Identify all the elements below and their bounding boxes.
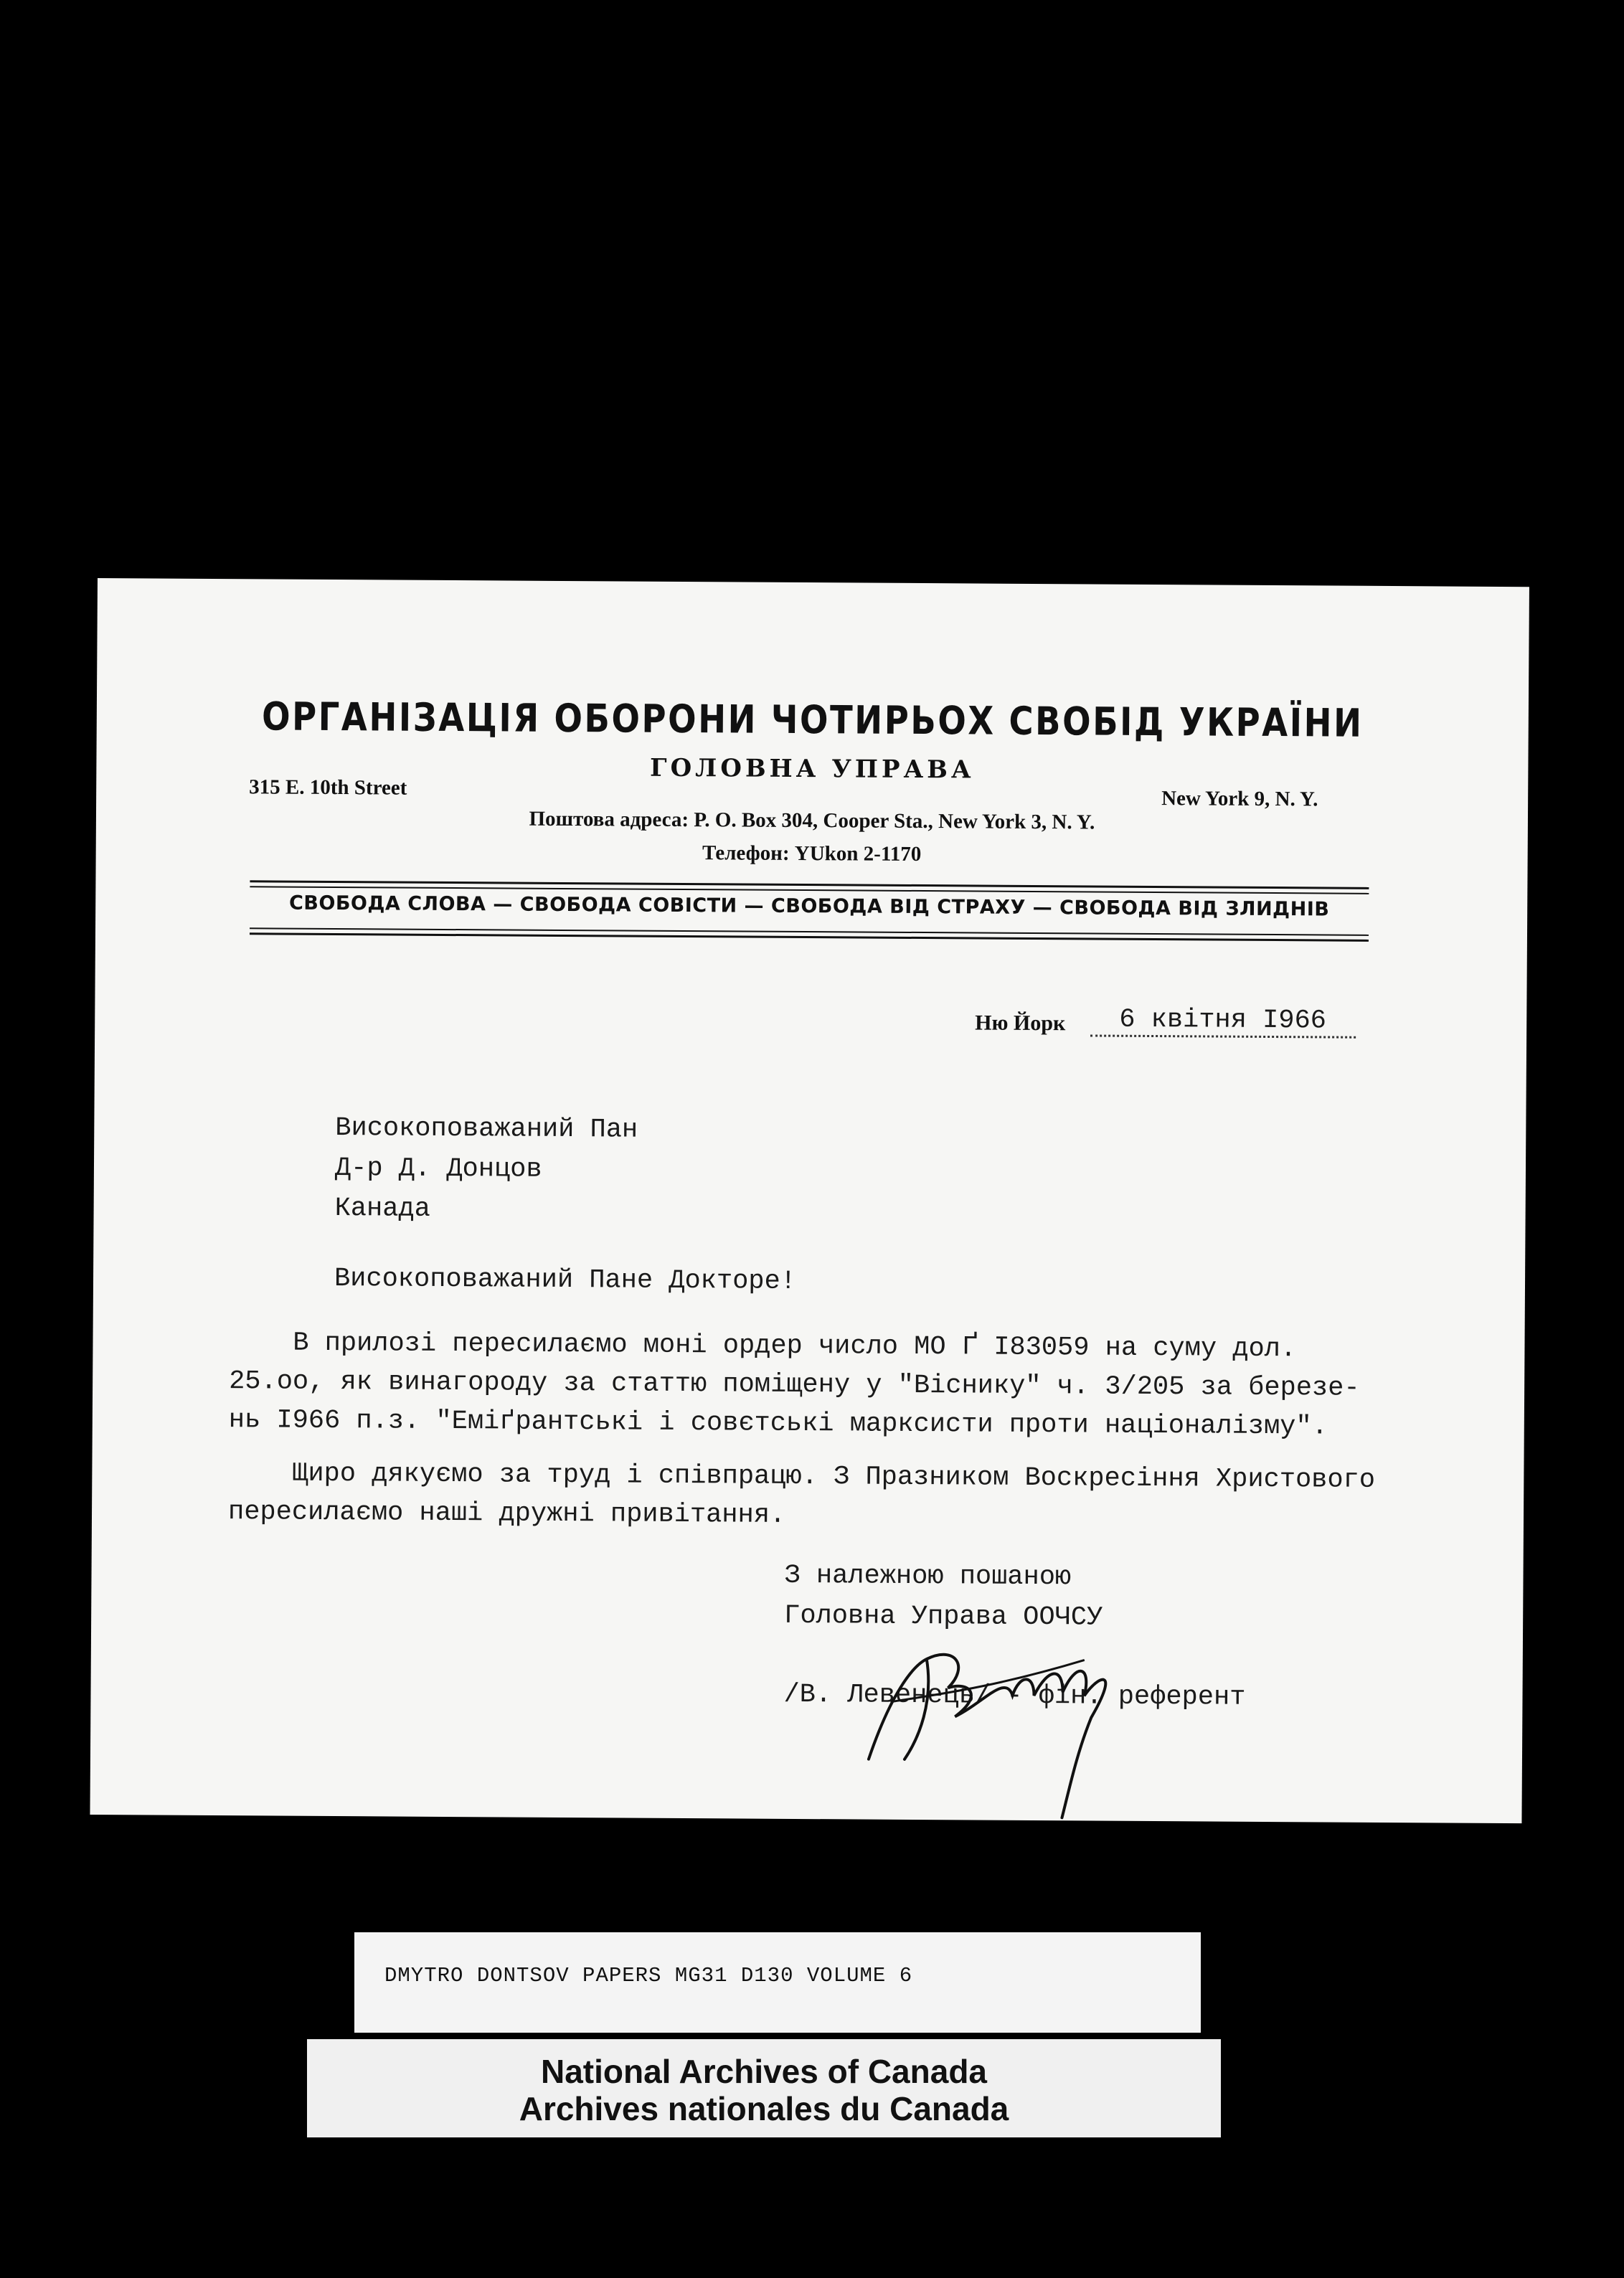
department-name: ГОЛОВНА УПРАВА — [649, 753, 975, 785]
closing-line-3: /В. Левенець/ - фін. референт — [783, 1679, 1246, 1713]
phone-number: Телефон: YUkon 2-1170 — [702, 841, 922, 866]
body-paragraph-2-line-2: пересилаємо наші дружні привітання. — [227, 1497, 786, 1531]
body-paragraph-1-line-2: 25.оо, як винагороду за статтю поміщену у "Віснику" ч. 3/205 за березе- — [229, 1366, 1360, 1404]
city-address: New York 9, N. Y. — [1161, 787, 1318, 811]
body-paragraph-1-line-3: нь I966 п.з. "Еміґрантські і совєтські марксисти проти націоналізму". — [228, 1405, 1328, 1442]
letter-page — [90, 578, 1529, 1823]
archive-stamp-english: National Archives of Canada — [540, 2053, 987, 2090]
closing-line-1: З належною пошаною — [784, 1560, 1072, 1593]
recipient-line-1: Високоповажаний Пан — [335, 1113, 638, 1145]
date-label: Ню Йорк — [975, 1011, 1066, 1036]
street-address: 315 E. 10th Street — [249, 775, 407, 800]
archive-volume-label — [354, 1932, 1201, 2033]
archive-volume-text: DMYTRO DONTSOV PAPERS MG31 D130 VOLUME 6 — [384, 1964, 913, 1988]
body-paragraph-2-line-1: Щиро дякуємо за труд і співпрацю. З Празником Воскресіння Христового — [228, 1458, 1376, 1495]
postal-address: Поштова адреса: P. O. Box 304, Cooper Sta., New York 3, N. Y. — [529, 807, 1095, 834]
archive-stamp-french: Archives nationales du Canada — [519, 2090, 1009, 2127]
closing-line-2: Головна Управа ООЧСУ — [784, 1600, 1103, 1633]
handwritten-signature — [846, 1615, 1149, 1833]
archive-stamp — [307, 2039, 1221, 2137]
body-paragraph-1-line-1: В прилозі пересилаємо моні ордер число МО Ґ I83059 на суму дол. — [229, 1328, 1297, 1365]
date-value: 6 квітня I966 — [1090, 1004, 1356, 1038]
signature-stroke — [868, 1654, 1105, 1818]
recipient-line-3: Канада — [334, 1194, 430, 1224]
organization-name: ОРГАНІЗАЦІЯ ОБОРОНИ ЧОТИРЬОХ СВОБІД УКРАЇНИ — [261, 694, 1364, 746]
recipient-line-2: Д-р Д. Донцов — [334, 1153, 542, 1185]
motto-line: СВОБОДА СЛОВА — СВОБОДА СОВІСТИ — СВОБОДА ВІД СТРАХУ — СВОБОДА ВІД ЗЛИДНІВ — [288, 892, 1330, 921]
salutation: Високоповажаний Пане Докторе! — [334, 1264, 797, 1297]
